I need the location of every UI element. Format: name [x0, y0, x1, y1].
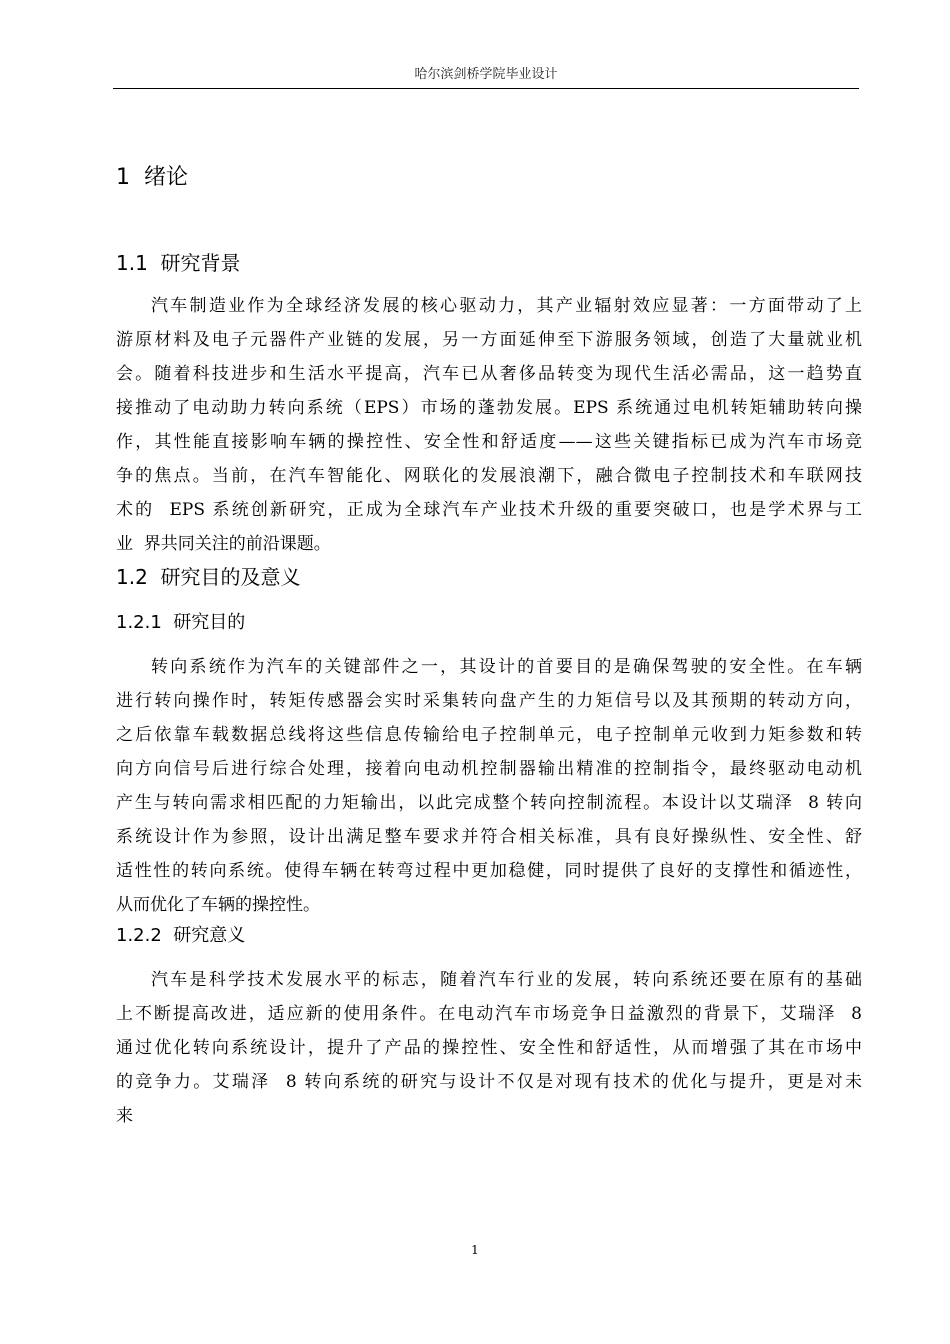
- paragraph-line: 来: [116, 1106, 133, 1126]
- paragraph-line: 产生与转向需求相匹配的力矩输出，以此完成整个转向控制流程。本设计以艾瑞泽 8 转向: [116, 793, 862, 813]
- paragraph-line: 会。随着科技进步和生活水平提高，汽车已从奢侈品转变为现代生活必需品，这一趋势直: [116, 364, 862, 384]
- paragraph-line: 通过优化转向系统设计，提升了产品的操控性、安全性和舒适性，从而增强了其在市场中: [116, 1038, 862, 1058]
- paragraph-line: 的竞争力。艾瑞泽 8 转向系统的研究与设计不仅是对现有技术的优化与提升，更是对未: [116, 1072, 862, 1092]
- page-header: [113, 66, 859, 89]
- paragraph-line: 向方向信号后进行综合处理，接着向电动机控制器输出精准的控制指令，最终驱动电动机: [116, 759, 862, 779]
- paragraph-line: 业 界共同关注的前沿课题。: [116, 534, 331, 554]
- subsection-heading-research-purpose: 1.2.1 研究目的: [116, 612, 246, 633]
- paragraph-line: 争的焦点。当前，在汽车智能化、网联化的发展浪潮下，融合微电子控制技术和车联网技: [116, 466, 862, 486]
- paragraph-research-significance: [116, 963, 862, 1133]
- paragraph-research-background: [116, 289, 862, 561]
- paragraph-line: 从而优化了车辆的操控性。: [116, 895, 320, 915]
- paragraph-research-purpose: [116, 650, 862, 922]
- section-heading-purpose-significance: 1.2 研究目的及意义: [116, 565, 301, 589]
- paragraph-line: 游原材料及电子元器件产业链的发展，另一方面延伸至下游服务领域，创造了大量就业机: [116, 330, 862, 350]
- section-heading-research-background: 1.1 研究背景: [116, 251, 241, 275]
- paragraph-line: 转向系统作为汽车的关键部件之一，其设计的首要目的是确保驾驶的安全性。在车辆: [151, 657, 862, 677]
- paragraph-line: 汽车是科学技术发展水平的标志，随着汽车行业的发展，转向系统还要在原有的基础: [151, 970, 862, 990]
- paragraph-line: 进行转向操作时，转矩传感器会实时采集转向盘产生的力矩信号以及其预期的转动方向，: [116, 691, 862, 711]
- paragraph-line: 作，其性能直接影响车辆的操控性、安全性和舒适度——这些关键指标已成为汽车市场竞: [116, 432, 862, 452]
- paragraph-line: 上不断提高改进，适应新的使用条件。在电动汽车市场竞争日益激烈的背景下，艾瑞泽 8: [116, 1004, 862, 1024]
- page-number: 1: [471, 1243, 479, 1257]
- chapter-heading: 1 绪论: [116, 165, 188, 190]
- subsection-heading-research-significance: 1.2.2 研究意义: [116, 925, 246, 946]
- paragraph-line: 适性性的转向系统。使得车辆在转弯过程中更加稳健，同时提供了良好的支撑性和循迹性，: [116, 861, 862, 881]
- paragraph-line: 接推动了电动助力转向系统（EPS）市场的蓬勃发展。EPS 系统通过电机转矩辅助转向操: [116, 398, 862, 418]
- paragraph-line: 之后依靠车载数据总线将这些信息传输给电子控制单元，电子控制单元收到力矩参数和转: [116, 725, 862, 745]
- header-title: 哈尔滨剑桥学院毕业设计: [414, 67, 558, 82]
- paragraph-line: 术的 EPS 系统创新研究，正成为全球汽车产业技术升级的重要突破口，也是学术界与工: [116, 500, 862, 520]
- paragraph-line: 汽车制造业作为全球经济发展的核心驱动力，其产业辐射效应显著：一方面带动了上: [151, 296, 862, 316]
- paragraph-line: 系统设计作为参照，设计出满足整车要求并符合相关标准，具有良好操纵性、安全性、舒: [116, 827, 862, 847]
